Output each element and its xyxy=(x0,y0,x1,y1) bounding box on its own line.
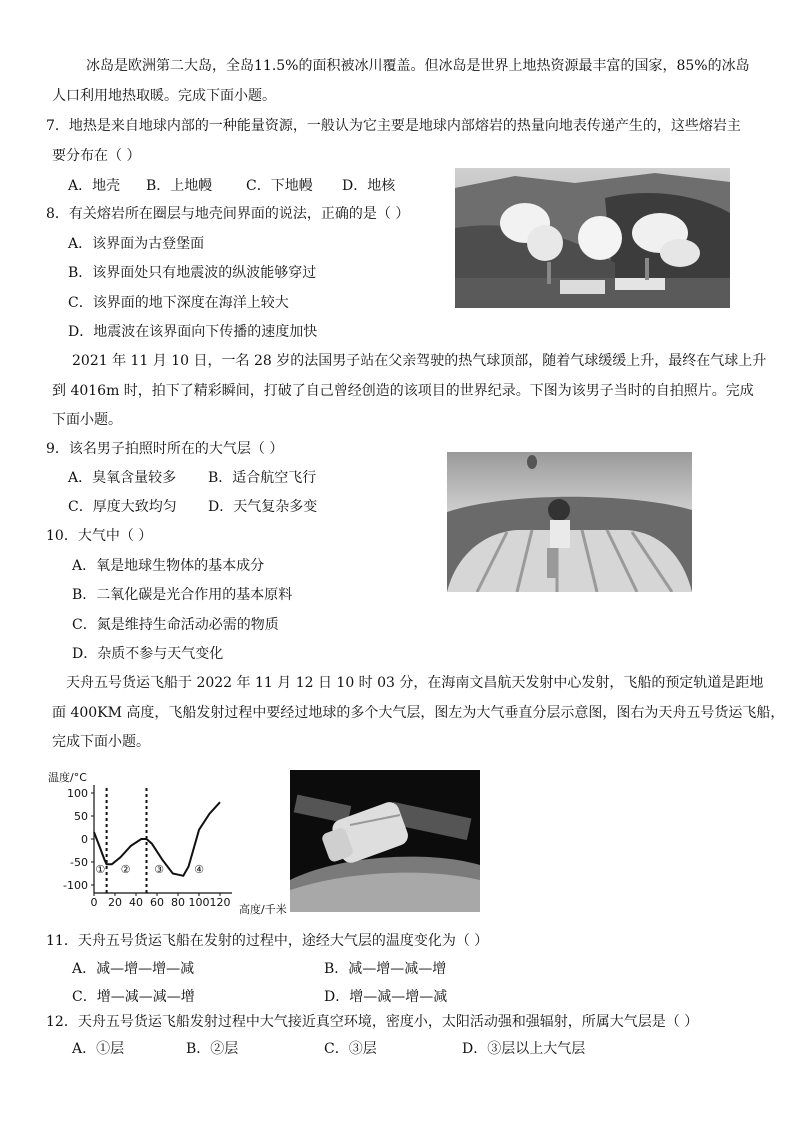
chart-y-tick-label: 50 xyxy=(74,810,88,823)
chart-layer-label: ④ xyxy=(194,862,204,876)
intro-tianzhou-line3: 完成下面小题。 xyxy=(52,734,150,750)
q7-option-d[interactable]: D．地核 xyxy=(342,178,396,194)
q8-stem: 8．有关熔岩所在圈层与地壳间界面的说法，正确的是（ ） xyxy=(46,206,410,222)
chart-y-tick-label: -100 xyxy=(63,879,88,892)
q9-option-b[interactable]: B．适合航空飞行 xyxy=(208,470,317,486)
intro-tianzhou-line2: 面 400KM 高度，飞船发射过程中要经过地球的多个大气层，图左为大气垂直分层示意图，图右为天舟五号货运飞船， xyxy=(52,705,785,721)
q7-option-b[interactable]: B．上地幔 xyxy=(146,178,213,194)
chart-x-tick-label: 0 xyxy=(90,896,98,909)
q10-option-d[interactable]: D．杂质不参与天气变化 xyxy=(72,646,224,662)
chart-xlabel: 高度/千米 xyxy=(239,903,287,916)
chart-x-tick-label: 20 xyxy=(108,896,122,909)
intro-balloon-line2: 到 4016m 时，拍下了精彩瞬间，打破了自己曾经创造的该项目的世界纪录。下图为该男子当时的自拍照片。完成 xyxy=(52,383,754,399)
q12-option-d[interactable]: D．③层以上大气层 xyxy=(462,1041,586,1057)
chart-x-tick-label: 40 xyxy=(129,896,143,909)
q8-option-c[interactable]: C．该界面的地下深度在海洋上较大 xyxy=(68,295,289,311)
intro-balloon-line1: 2021 年 11 月 10 日，一名 28 岁的法国男子站在父亲驾驶的热气球顶部，随着气球缓缓上升，最终在气球上升 xyxy=(72,353,767,369)
q10-option-a[interactable]: A．氧是地球生物体的基本成分 xyxy=(72,558,265,574)
intro-tianzhou-line1: 天舟五号货运飞船于 2022 年 11 月 12 日 10 时 03 分，在海南文昌航天发射中心发射，飞船的预定轨道是距地 xyxy=(66,675,764,691)
q9-stem: 9．该名男子拍照时所在的大气层（ ） xyxy=(46,441,284,457)
chart-y-tick-label: -50 xyxy=(70,856,88,869)
q11-option-b[interactable]: B．减—增—减—增 xyxy=(324,961,447,977)
q12-option-b[interactable]: B．②层 xyxy=(186,1041,239,1057)
q11-stem: 11．天舟五号货运飞船在发射的过程中，途经大气层的温度变化为（ ） xyxy=(46,933,489,949)
chart-y-tick-label: 100 xyxy=(67,787,88,800)
balloon-photo-illustration xyxy=(447,452,692,592)
chart-x-tick-label: 100 xyxy=(188,896,210,909)
atmosphere-temperature-chart xyxy=(44,768,290,918)
q8-option-b[interactable]: B．该界面处只有地震波的纵波能够穿过 xyxy=(68,265,317,281)
intro-balloon-line3: 下面小题。 xyxy=(52,412,122,428)
q8-option-d[interactable]: D．地震波在该界面向下传播的速度加快 xyxy=(68,324,318,340)
intro-iceland-line2: 人口利用地热取暖。完成下面小题。 xyxy=(52,88,276,104)
q10-option-b[interactable]: B．二氧化碳是光合作用的基本原料 xyxy=(72,587,293,603)
q12-stem: 12．天舟五号货运飞船发射过程中大气接近真空环境，密度小，太阳活动强和强辐射，所属大气层是（ ） xyxy=(46,1014,699,1030)
q7-stem-line2: 要分布在（ ） xyxy=(52,148,141,164)
q9-option-a[interactable]: A．臭氧含量较多 xyxy=(68,470,177,486)
q9-option-c[interactable]: C．厚度大致均匀 xyxy=(68,499,177,515)
q10-stem: 10．大气中（ ） xyxy=(46,528,153,544)
q11-option-d[interactable]: D．增—减—增—减 xyxy=(324,989,448,1005)
intro-iceland-line1: 冰岛是欧洲第二大岛，全岛11.5%的面积被冰川覆盖。但冰岛是世界上地热资源最丰富的国家，85%的冰岛 xyxy=(86,58,750,74)
chart-y-tick-label: 0 xyxy=(81,833,88,846)
chart-layer-label: ① xyxy=(95,862,106,876)
q12-option-c[interactable]: C．③层 xyxy=(324,1041,377,1057)
chart-x-tick-label: 80 xyxy=(171,896,185,909)
q9-option-d[interactable]: D．天气复杂多变 xyxy=(208,499,318,515)
chart-layer-label: ③ xyxy=(154,862,165,876)
chart-layer-label: ② xyxy=(120,862,131,876)
q11-option-a[interactable]: A．减—增—增—减 xyxy=(72,961,195,977)
q10-option-c[interactable]: C．氮是维持生命活动必需的物质 xyxy=(72,617,279,633)
geothermal-photo-illustration xyxy=(455,168,730,308)
q7-option-a[interactable]: A．地壳 xyxy=(68,178,121,194)
q8-option-a[interactable]: A．该界面为古登堡面 xyxy=(68,236,205,252)
chart-x-tick-label: 60 xyxy=(150,896,164,909)
tianzhou-spacecraft-photo xyxy=(290,770,480,912)
q7-stem-line1: 7．地热是来自地球内部的一种能量资源，一般认为它主要是地球内部熔岩的热量向地表传递产生的，这些熔岩主 xyxy=(46,118,741,134)
chart-x-tick-label: 120 xyxy=(209,896,231,909)
q7-option-c[interactable]: C．下地幔 xyxy=(246,178,313,194)
geothermal-plant-photo xyxy=(455,168,730,308)
balloon-selfie-photo xyxy=(447,452,692,592)
chart-axes xyxy=(94,785,232,893)
q11-option-c[interactable]: C．增—减—减—增 xyxy=(72,989,195,1005)
q12-option-a[interactable]: A．①层 xyxy=(72,1041,125,1057)
spacecraft-photo-illustration xyxy=(290,770,480,912)
chart-ylabel: 温度/°C xyxy=(48,771,87,784)
